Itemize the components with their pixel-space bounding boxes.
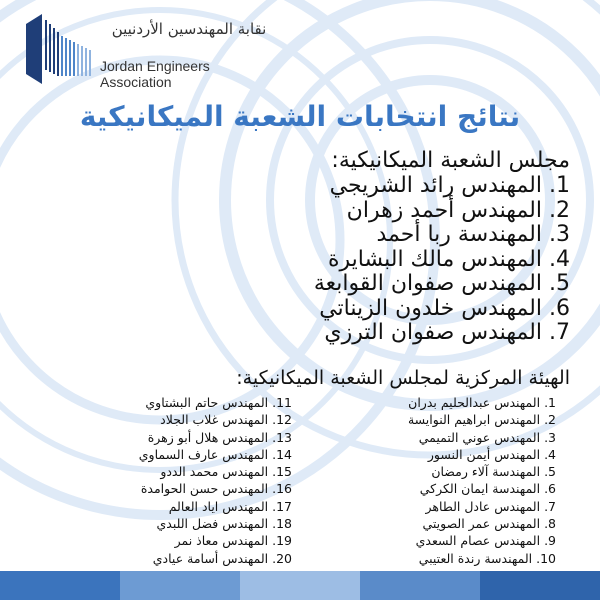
council-heading: مجلس الشعبة الميكانيكية: — [331, 148, 570, 173]
central-member: 20. المهندس أسامة عيادي — [152, 550, 292, 566]
council-member: 7. المهندس صفوان الترزي — [324, 320, 570, 345]
council-member: 2. المهندس أحمد زهران — [346, 197, 570, 223]
central-member: 18. المهندس فضل اللبدي — [156, 516, 292, 532]
council-member: 5. المهندس صفوان القوابعة — [313, 271, 570, 296]
council-list — [240, 174, 570, 346]
central-member: 10. المهندسة رندة العتيبي — [418, 550, 556, 566]
central-member: 11. المهندس حاتم البشتاوي — [145, 395, 292, 410]
central-member: 17. المهندس اياد العالم — [168, 498, 292, 514]
council-member: 6. المهندس خلدون الزيناتي — [319, 295, 570, 321]
council-member: 3. المهندسة ربا أحمد — [376, 222, 570, 247]
central-body-heading: الهيئة المركزية لمجلس الشعبة الميكانيكية: — [236, 367, 570, 389]
central-member: 13. المهندس هلال أبو زهرة — [147, 429, 292, 445]
council-member: 4. المهندس مالك البشايرة — [327, 246, 570, 272]
central-member: 4. المهندس أيمن النسور — [427, 446, 556, 462]
jea-logo-icon — [26, 14, 96, 84]
footer-stripe — [120, 571, 240, 600]
central-list-column-2 — [112, 394, 292, 567]
central-member: 19. المهندس معاذ نمر — [174, 533, 292, 549]
central-member: 15. المهندس محمد الددو — [160, 464, 292, 480]
council-section — [240, 147, 570, 346]
footer-color-stripes — [0, 571, 600, 600]
footer-stripe — [240, 571, 360, 600]
central-member: 6. المهندسة ايمان الكركي — [419, 481, 556, 497]
page-title: نتائج انتخابات الشعبة الميكانيكية — [79, 100, 521, 133]
footer-stripe — [0, 571, 120, 600]
central-member: 12. المهندس غلاب الجلاد — [160, 412, 292, 428]
central-member: 7. المهندس عادل الطاهر — [425, 498, 556, 514]
central-member: 8. المهندس عمر الصويتي — [422, 516, 556, 532]
footer-stripe — [360, 571, 480, 600]
org-name-english: Jordan Engineers Association — [100, 58, 210, 90]
org-name-arabic: نقابة المهندسين الأردنيين — [111, 20, 267, 38]
council-member: 1. المهندس رائد الشريجي — [329, 173, 570, 198]
central-member: 1. المهندس عبدالحليم بدران — [408, 395, 556, 410]
central-member: 14. المهندس عارف السماوي — [138, 446, 292, 462]
central-member: 2. المهندس ابراهيم النوايسة — [407, 412, 556, 428]
central-member: 16. المهندس حسن الحوامدة — [140, 481, 292, 497]
central-member: 9. المهندس عصام السعدي — [415, 533, 556, 549]
central-member: 5. المهندسة آلاء رمضان — [431, 464, 556, 480]
central-member: 3. المهندس عوني التميمي — [418, 429, 556, 445]
footer-stripe — [480, 571, 600, 600]
central-list-column-1 — [376, 394, 556, 567]
